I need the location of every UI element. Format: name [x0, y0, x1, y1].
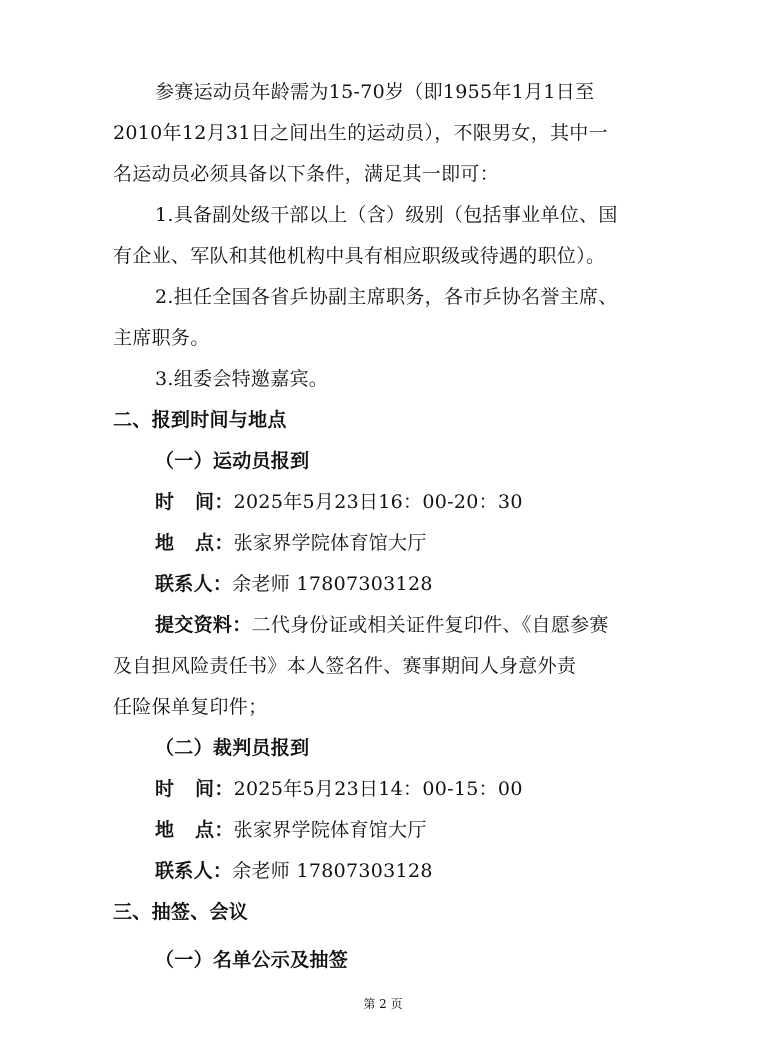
contact-label: 联系人： [155, 573, 233, 595]
athlete-time-row [155, 489, 523, 515]
subsection-heading-list: （一）名单公示及抽签 [155, 949, 349, 971]
place-value: 张家界学院体育馆大厅 [233, 532, 427, 554]
place-label: 地 点： [155, 819, 234, 841]
subsection-heading-athlete: （一）运动员报到 [155, 450, 310, 472]
condition-2-line: 2.担任全国各省乒协副主席职务，各市乒协名誉主席、 [155, 286, 618, 308]
paragraph-line: 参赛运动员年龄需为15-70岁（即1955年1月1日至 [155, 81, 595, 103]
docs-value: 二代身份证或相关证件复印件、《自愿参赛 [251, 614, 609, 636]
condition-2-line: 主席职务。 [113, 327, 210, 349]
condition-1-line: 1.具备副处级干部以上（含）级别（包括事业单位、国 [155, 204, 618, 226]
paragraph-line: 2010年12月31日之间出生的运动员），不限男女，其中一 [113, 122, 608, 144]
referee-place-row [155, 817, 427, 843]
section-heading-2: 二、报到时间与地点 [113, 409, 287, 431]
subsection-heading-referee: （二）裁判员报到 [155, 737, 310, 759]
section-heading-3: 三、抽签、会议 [113, 901, 249, 923]
athlete-docs-line: 及自担风险责任书》本人签名件、赛事期间人身意外责 [113, 655, 577, 677]
athlete-place-row [155, 530, 427, 556]
contact-value: 余老师 17807303128 [232, 573, 433, 595]
paragraph-line: 名运动员必须具备以下条件，满足其一即可： [113, 163, 500, 185]
time-value: 2025年5月23日14：00-15：00 [233, 778, 523, 800]
time-value: 2025年5月23日16：00-20：30 [233, 491, 523, 513]
referee-time-row [155, 776, 523, 802]
athlete-docs-line: 任险保单复印件； [113, 696, 268, 718]
athlete-docs-row [155, 612, 609, 638]
time-label: 时 间： [155, 491, 234, 513]
referee-contact-row [155, 858, 433, 884]
page-number: 第 2 页 [363, 997, 403, 1011]
athlete-contact-row [155, 571, 433, 597]
contact-label: 联系人： [155, 860, 233, 882]
contact-value: 余老师 17807303128 [232, 860, 433, 882]
time-label: 时 间： [155, 778, 234, 800]
place-label: 地 点： [155, 532, 234, 554]
place-value: 张家界学院体育馆大厅 [233, 819, 427, 841]
condition-3-line: 3.组委会特邀嘉宾。 [155, 368, 329, 390]
condition-1-line: 有企业、军队和其他机构中具有相应职级或待遇的职位）。 [113, 245, 606, 267]
docs-label: 提交资料： [155, 614, 252, 636]
